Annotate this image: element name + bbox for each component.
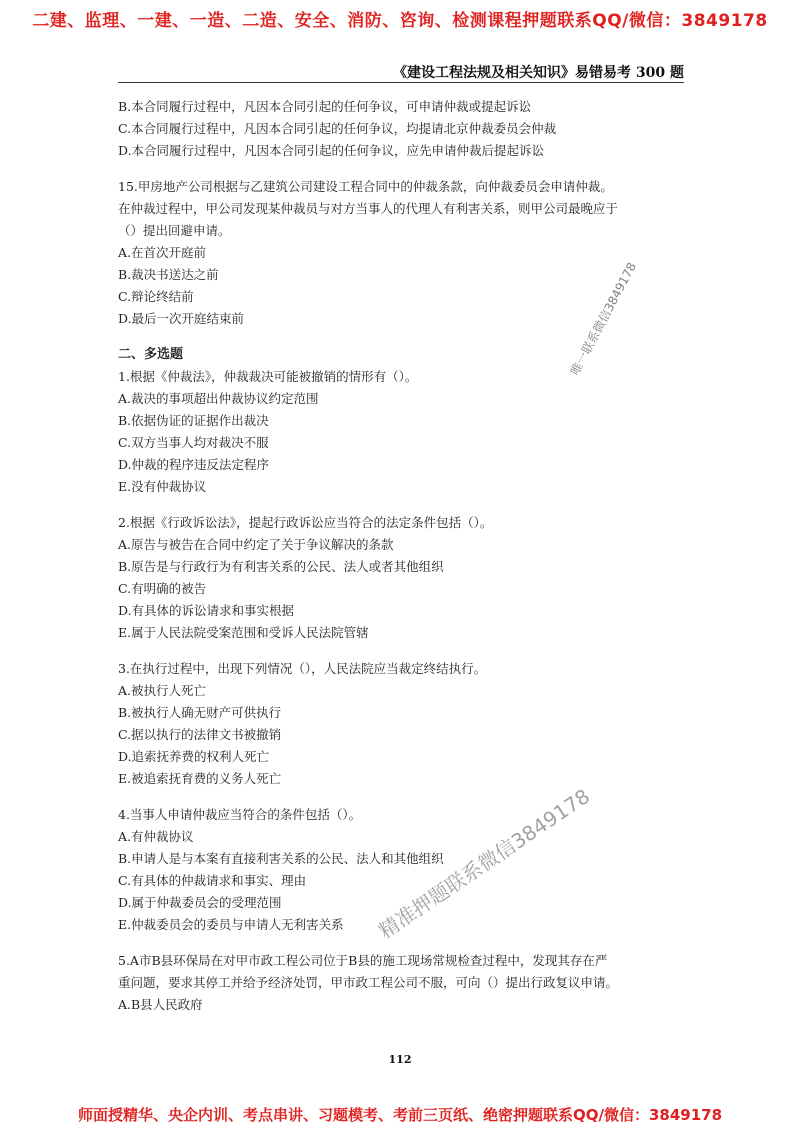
text-line: C.双方当事人均对裁决不服 bbox=[118, 435, 269, 450]
text-line: C.据以执行的法律文书被撤销 bbox=[118, 727, 282, 742]
watermark-small: 唯一联系微信3849178 bbox=[567, 260, 640, 378]
text-line: A.在首次开庭前 bbox=[118, 245, 207, 260]
page-content bbox=[118, 96, 684, 1016]
text-line: C.辩论终结前 bbox=[118, 289, 194, 304]
text-line: 在仲裁过程中，甲公司发现某仲裁员与对方当事人的代理人有利害关系，则甲公司最晚应于 bbox=[118, 201, 619, 216]
text-line: 2.根据《行政诉讼法》，提起行政诉讼应当符合的法定条件包括（）。 bbox=[118, 515, 493, 530]
header-rule bbox=[118, 82, 684, 83]
page-number: 112 bbox=[388, 1053, 412, 1066]
text-line: B.原告是与行政行为有利害关系的公民、法人或者其他组织 bbox=[118, 559, 444, 574]
watermark-large: 精准押题联系微信3849178 bbox=[374, 784, 595, 944]
text-line: E.被追索抚育费的义务人死亡 bbox=[118, 771, 282, 786]
text-line: A.裁决的事项超出仲裁协议约定范围 bbox=[118, 391, 319, 406]
bottom-contact-banner: 师面授精华、央企内训、考点串讲、习题模考、考前三页纸、绝密押题联系QQ/微信：3849178 bbox=[77, 1106, 723, 1124]
text-line: （）提出回避申请。 bbox=[118, 223, 231, 238]
text-line: B.本合同履行过程中，凡因本合同引起的任何争议，可申请仲裁或提起诉讼 bbox=[118, 99, 532, 114]
text-line: B.裁决书送达之前 bbox=[118, 267, 219, 282]
text-line: 3.在执行过程中，出现下列情况（），人民法院应当裁定终结执行。 bbox=[118, 661, 487, 676]
text-line: A.B县人民政府 bbox=[118, 997, 203, 1012]
text-line: 1.根据《仲裁法》，仲裁裁决可能被撤销的情形有（）。 bbox=[118, 369, 418, 384]
text-line: 重问题，要求其停工并给予经济处罚，甲市政工程公司不服，可向（）提出行政复议申请。 bbox=[118, 975, 619, 990]
text-line: E.属于人民法院受案范围和受诉人民法院管辖 bbox=[118, 625, 369, 640]
text-line: C.有明确的被告 bbox=[118, 581, 207, 596]
text-line: 5.A市B县环保局在对甲市政工程公司位于B县的施工现场常规检查过程中，发现其存在严 bbox=[118, 953, 608, 968]
paragraph-gap bbox=[118, 790, 684, 804]
text-line: C.本合同履行过程中，凡因本合同引起的任何争议，均提请北京仲裁委员会仲裁 bbox=[118, 121, 557, 136]
paragraph-gap bbox=[118, 936, 684, 950]
text-line: B.申请人是与本案有直接利害关系的公民、法人和其他组织 bbox=[118, 851, 444, 866]
text-line: A.有仲裁协议 bbox=[118, 829, 194, 844]
text-line: 15.甲房地产公司根据与乙建筑公司建设工程合同中的仲裁条款，向仲裁委员会申请仲裁。 bbox=[118, 179, 613, 194]
text-line: E.仲裁委员会的委员与申请人无利害关系 bbox=[118, 917, 344, 932]
top-contact-banner: 二建、监理、一建、一造、二造、安全、消防、咨询、检测课程押题联系QQ/微信：3849178 bbox=[32, 11, 768, 31]
text-line: 4.当事人申请仲裁应当符合的条件包括（）。 bbox=[118, 807, 362, 822]
paragraph-gap bbox=[118, 498, 684, 512]
text-line: D.追索抚养费的权利人死亡 bbox=[118, 749, 270, 764]
paragraph-gap bbox=[118, 162, 684, 176]
text-line: B.被执行人确无财产可供执行 bbox=[118, 705, 282, 720]
text-line: C.有具体的仲裁请求和事实、理由 bbox=[118, 873, 307, 888]
text-line: A.原告与被告在合同中约定了关于争议解决的条款 bbox=[118, 537, 394, 552]
section-heading: 二、多选题 bbox=[118, 347, 184, 362]
book-title: 《建设工程法规及相关知识》易错易考 300 题 bbox=[393, 65, 684, 81]
text-line: B.依据伪证的证据作出裁决 bbox=[118, 413, 269, 428]
text-line: A.被执行人死亡 bbox=[118, 683, 207, 698]
text-line: D.有具体的诉讼请求和事实根据 bbox=[118, 603, 295, 618]
text-line: D.最后一次开庭结束前 bbox=[118, 311, 245, 326]
paragraph-gap bbox=[118, 644, 684, 658]
text-line: E.没有仲裁协议 bbox=[118, 479, 207, 494]
text-line: D.本合同履行过程中，凡因本合同引起的任何争议，应先申请仲裁后提起诉讼 bbox=[118, 143, 545, 158]
text-line: D.仲裁的程序违反法定程序 bbox=[118, 457, 270, 472]
text-line: D.属于仲裁委员会的受理范围 bbox=[118, 895, 282, 910]
